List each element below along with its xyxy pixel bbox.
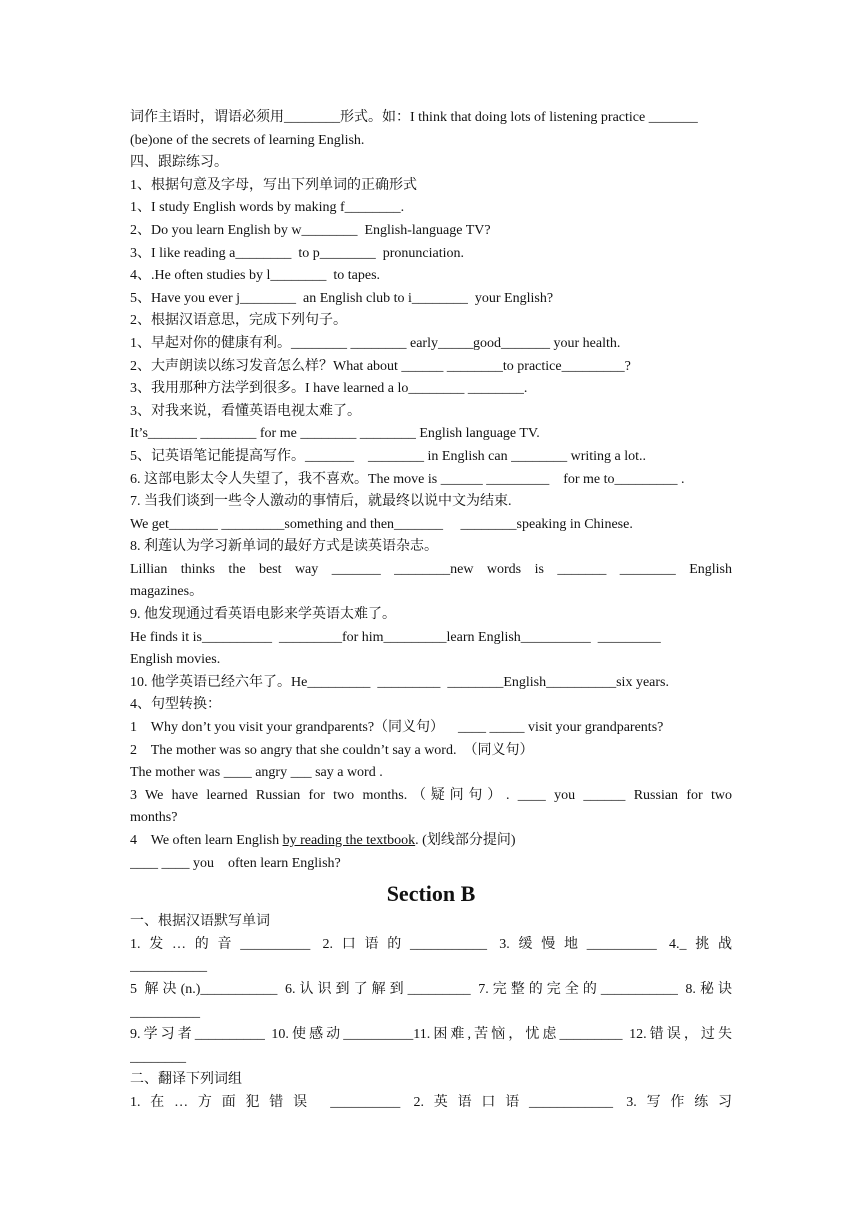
section-b-row1-cont: ___________ — [130, 959, 207, 975]
intro-line-2: (be)one of the secrets of learning English. — [130, 132, 365, 148]
part4-s4-post: . (划线部分提问) — [415, 833, 516, 848]
part4-s4 — [130, 830, 732, 853]
section-b-title: Section B — [386, 881, 476, 907]
part1-heading: 1、根据句意及字母，写出下列单词的正确形式 — [130, 177, 417, 193]
section-b-part2-heading: 二、翻译下列词组 — [130, 1072, 242, 1088]
part2-q1: 1、早起对你的健康有利。________ ________ early_____good_______ your health. — [130, 335, 621, 351]
part4-s3: 3 We have learned Russian for two months.（疑问句）. ____ you ______ Russian for two — [130, 787, 732, 803]
part1-item-4: 4、.He often studies by l________ to tapes. — [130, 268, 381, 284]
part2-q8-english-1: Lillian thinks the best way _______ ________new words is _______ ________ English — [130, 561, 732, 577]
part1-item-5: 5、Have you ever j________ an English club to i________ your English? — [130, 290, 554, 306]
worksheet-page — [130, 107, 732, 1115]
part2-q6: 6. 这部电影太令人失望了，我不喜欢。The move is ______ _________ for me to_________ . — [130, 471, 685, 487]
part2-q5: 5、记英语笔记能提高写作。_______ ________ in English can ________ writing a lot.. — [130, 448, 647, 464]
part2-q7-english: We get_______ _________something and then_______ ________speaking in Chinese. — [130, 516, 633, 532]
section-b-row2: 5 解决(n.)___________ 6.认识到了解到_________ 7.完整的完全的___________ 8.秘诀 — [130, 981, 732, 997]
part1-item-1: 1、I study English words by making f________. — [130, 200, 405, 216]
section-b-row3: 9.学习者__________ 10.使感动__________11.困难,苦恼，忧虑_________ 12.错误，过失 — [130, 1027, 732, 1043]
part2-q3: 3、我用那种方法学到很多。I have learned a lo________ ________. — [130, 381, 528, 397]
section-b-row2-cont: __________ — [130, 1004, 200, 1020]
part2-q9-english-2: English movies. — [130, 652, 221, 668]
part2-q4-english: It’s_______ ________ for me ________ ________ English language TV. — [130, 426, 540, 442]
practice-heading: 四、跟踪练习。 — [130, 155, 228, 171]
part2-q4-chinese: 3、对我来说，看懂英语电视太难了。 — [130, 403, 361, 419]
section-b-row1: 1.发…的音__________ 2.口语的___________ 3.缓慢地__________ 4._挑战 — [130, 936, 732, 952]
part4-heading: 4、句型转换： — [130, 697, 221, 713]
part4-s4-answer: ____ ____ you often learn English? — [130, 855, 341, 871]
section-b-part2-row1: 1.在…方面犯错误 __________ 2.英语口语____________ 3.写作练习 — [130, 1094, 732, 1110]
part4-s3-cont: months? — [130, 810, 178, 826]
part2-q2: 2、大声朗读以练习发音怎么样？What about ______ ________to practice_________? — [130, 358, 631, 374]
intro-line-1: 词作主语时，谓语必须用________形式。如：I think that doing lots of listening practice _______ — [130, 110, 698, 125]
part4-s1: 1 Why don’t you visit your grandparents?（同义句） ____ _____ visit your grandparents? — [130, 720, 664, 736]
part2-q7-chinese: 7. 当我们谈到一些令人激动的事情后，就最终以说中文为结束. — [130, 494, 512, 510]
part4-s2: 2 The mother was so angry that she couldn’t say a word. （同义句） — [130, 742, 534, 758]
part2-q9-english-1: He finds it is__________ _________for him_________learn English__________ _________ — [130, 629, 661, 645]
section-b-row3-cont: ________ — [130, 1049, 186, 1065]
part4-s2-answer: The mother was ____ angry ___ say a word . — [130, 765, 383, 781]
part2-q9-chinese: 9. 他发现通过看英语电影来学英语太难了。 — [130, 607, 396, 623]
part2-q8-english-2: magazines。 — [130, 584, 204, 600]
part1-item-3: 3、I like reading a________ to p________ pronunciation. — [130, 245, 464, 261]
part4-s4-pre: 4 We often learn English — [130, 833, 283, 848]
part2-q8-chinese: 8. 利莲认为学习新单词的最好方式是读英语杂志。 — [130, 539, 438, 555]
section-b-part1-heading: 一、根据汉语默写单词 — [130, 914, 270, 930]
part4-s4-underlined: by reading the textbook — [282, 833, 416, 848]
part1-item-2: 2、Do you learn English by w________ English-language TV? — [130, 222, 491, 238]
part2-q10: 10. 他学英语已经六年了。He_________ _________ ________English__________six years. — [130, 674, 669, 690]
part2-heading: 2、根据汉语意思，完成下列句子。 — [130, 313, 347, 329]
